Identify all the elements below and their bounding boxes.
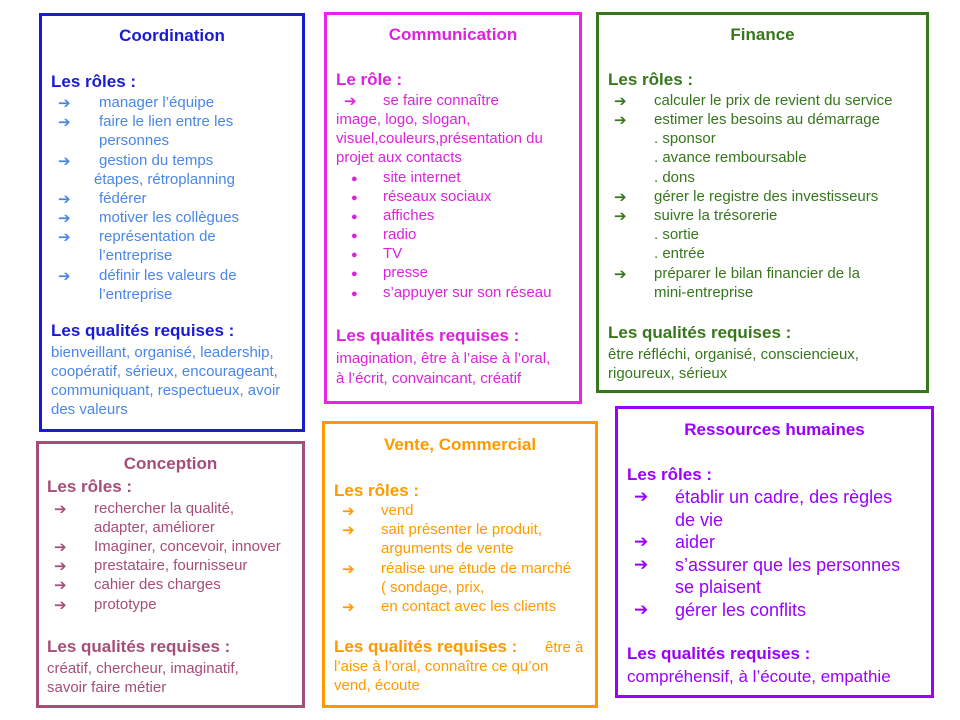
arrow-icon: ➔ (614, 189, 627, 206)
communication-role-line: réseaux sociaux (383, 188, 492, 205)
finance-role-line: mini-entreprise (654, 284, 754, 301)
finance-role-line: suivre la trésorerie (654, 207, 778, 224)
vente-role-line: arguments de vente (381, 540, 514, 557)
bullet-icon: ● (351, 249, 358, 261)
arrow-icon: ➔ (614, 266, 627, 283)
coordination-role-line: gestion du temps (99, 152, 214, 169)
rh-role-line: de vie (675, 510, 724, 530)
arrow-icon: ➔ (58, 268, 71, 285)
coordination-role-line: motiver les collègues (99, 209, 240, 226)
arrow-icon: ➔ (614, 112, 627, 129)
finance-qualities-heading: Les qualités requises : (608, 323, 792, 342)
conception-qualities-heading: Les qualités requises : (47, 637, 231, 656)
vente-title: Vente, Commercial (383, 435, 537, 454)
conception-role-line: cahier des charges (94, 576, 221, 593)
coordination-role-line: manager l’équipe (99, 94, 215, 111)
conception-role-line: adapter, améliorer (94, 519, 215, 536)
arrow-icon: ➔ (54, 577, 67, 594)
arrow-icon: ➔ (614, 208, 627, 225)
arrow-icon: ➔ (634, 555, 649, 574)
rh-role-line: établir un cadre, des règles (675, 487, 893, 507)
arrow-icon: ➔ (54, 597, 67, 614)
arrow-icon: ➔ (342, 522, 355, 539)
finance-role-line: estimer les besoins au démarrage (654, 111, 880, 128)
arrow-icon: ➔ (58, 229, 71, 246)
rh-roles-heading: Les rôles : (627, 465, 713, 484)
communication-role-line: TV (383, 245, 403, 262)
rh-role-line: s’assurer que les personnes (675, 555, 901, 575)
conception-quality-line: créatif, chercheur, imaginatif, (47, 660, 239, 677)
vente-role-line: réalise une étude de marché (381, 560, 572, 577)
arrow-icon: ➔ (342, 503, 355, 520)
conception-card (36, 441, 305, 708)
communication-quality-line: imagination, être à l’aise à l’oral, (336, 350, 551, 367)
finance-role-line: gérer le registre des investisseurs (654, 188, 879, 205)
rh-title: Ressources humaines (684, 420, 865, 439)
arrow-icon: ➔ (342, 561, 355, 578)
coordination-role-line: étapes, rétroplanning (94, 171, 235, 188)
conception-role-line: rechercher la qualité, (94, 500, 235, 517)
vente-roles-heading: Les rôles : (334, 481, 420, 500)
coordination-role-line: l’entreprise (99, 286, 173, 303)
vente-quality-inline: être à (545, 639, 584, 656)
coordination-quality-line: bienveillant, organisé, leadership, (51, 344, 274, 361)
coordination-quality-line: communiquant, respectueux, avoir (51, 382, 281, 399)
communication-title: Communication (388, 25, 518, 44)
finance-roles-heading: Les rôles : (608, 70, 694, 89)
coordination-role-line: fédérer (99, 190, 147, 207)
coordination-roles-heading: Les rôles : (51, 72, 137, 91)
vente-commercial-card (322, 421, 598, 708)
arrow-icon: ➔ (614, 93, 627, 110)
rh-role-line: se plaisent (675, 577, 762, 597)
vente-role-line: en contact avec les clients (381, 598, 557, 615)
communication-qualities-heading: Les qualités requises : (336, 326, 520, 345)
bullet-icon: ● (351, 268, 358, 280)
arrow-icon: ➔ (634, 487, 649, 506)
vente-quality-line: l’aise à l’oral, connaître ce qu’on (334, 658, 549, 675)
communication-role-line: affiches (383, 207, 435, 224)
finance-card (596, 12, 929, 393)
coordination-quality-line: des valeurs (51, 401, 128, 418)
rh-role-line: gérer les conflits (675, 600, 807, 620)
arrow-icon: ➔ (342, 599, 355, 616)
finance-title: Finance (730, 25, 795, 44)
communication-role-line: s’appuyer sur son réseau (383, 284, 552, 301)
finance-role-line: . sortie (654, 226, 700, 243)
communication-role-line: se faire connaître (383, 92, 499, 109)
conception-role-line: prototype (94, 596, 157, 613)
finance-role-line: préparer le bilan financier de la (654, 265, 860, 282)
coordination-role-line: définir les valeurs de (99, 267, 237, 284)
communication-card (324, 12, 582, 404)
coordination-role-line: personnes (99, 132, 170, 149)
bullet-icon: ● (351, 192, 358, 204)
arrow-icon: ➔ (54, 501, 67, 518)
vente-role-line: vend (381, 502, 414, 519)
coordination-quality-line: coopératif, sérieux, encourageant, (51, 363, 278, 380)
bullet-icon: ● (351, 288, 358, 300)
communication-role-line: image, logo, slogan, (336, 111, 471, 128)
arrow-icon: ➔ (634, 600, 649, 619)
arrow-icon: ➔ (58, 114, 71, 131)
vente-role-line: ( sondage, prix, (381, 579, 485, 596)
finance-role-line: . sponsor (654, 130, 716, 147)
communication-role-line: radio (383, 226, 417, 243)
finance-role-line: . entrée (654, 245, 705, 262)
rh-role-line: aider (675, 532, 716, 552)
conception-quality-line: savoir faire métier (47, 679, 167, 696)
conception-role-line: prestataire, fournisseur (94, 557, 248, 574)
finance-role-line: . avance remboursable (654, 149, 807, 166)
communication-role-line: projet aux contacts (336, 149, 462, 166)
finance-role-line: . dons (654, 169, 695, 186)
conception-title: Conception (123, 454, 218, 473)
arrow-icon: ➔ (58, 153, 71, 170)
communication-role-line: visuel,couleurs,présentation du (336, 130, 543, 147)
communication-quality-line: à l’écrit, convaincant, créatif (336, 370, 522, 387)
rh-qualities-heading: Les qualités requises : (627, 644, 811, 663)
communication-role-line: site internet (383, 169, 461, 186)
coordination-role-line: l’entreprise (99, 247, 173, 264)
arrow-icon: ➔ (634, 532, 649, 551)
vente-qualities-heading: Les qualités requises : (334, 637, 518, 656)
finance-role-line: calculer le prix de revient du service (654, 92, 893, 109)
finance-quality-line: être réfléchi, organisé, consciencieux, (608, 346, 859, 363)
arrow-icon: ➔ (58, 191, 71, 208)
arrow-icon: ➔ (344, 93, 357, 110)
vente-role-line: sait présenter le produit, (381, 521, 542, 538)
vente-quality-line: vend, écoute (334, 677, 420, 694)
coordination-title: Coordination (119, 26, 225, 45)
bullet-icon: ● (351, 230, 358, 242)
arrow-icon: ➔ (54, 558, 67, 575)
bullet-icon: ● (351, 173, 358, 185)
conception-roles-heading: Les rôles : (47, 477, 133, 496)
coordination-role-line: représentation de (99, 228, 216, 245)
conception-role-line: Imaginer, concevoir, innover (94, 538, 281, 555)
ressources-humaines-card (615, 406, 934, 698)
communication-roles-heading: Le rôle : (336, 70, 403, 89)
arrow-icon: ➔ (54, 539, 67, 556)
arrow-icon: ➔ (58, 210, 71, 227)
communication-role-line: presse (383, 264, 429, 281)
coordination-role-line: faire le lien entre les (99, 113, 234, 130)
coordination-card (39, 13, 305, 432)
finance-quality-line: rigoureux, sérieux (608, 365, 728, 382)
bullet-icon: ● (351, 211, 358, 223)
coordination-qualities-heading: Les qualités requises : (51, 321, 235, 340)
rh-quality-line: compréhensif, à l’écoute, empathie (627, 667, 891, 686)
arrow-icon: ➔ (58, 95, 71, 112)
